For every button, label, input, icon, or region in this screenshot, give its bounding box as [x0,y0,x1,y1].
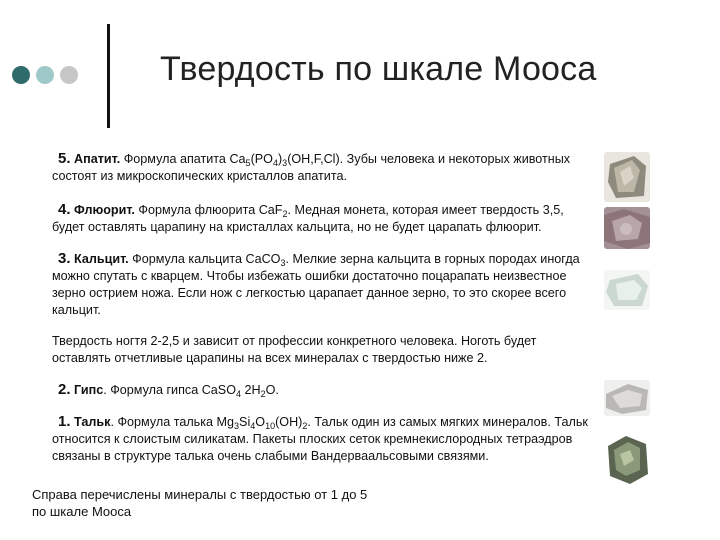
mineral-number: 3. [58,250,71,267]
slide-title: Твердость по шкале Мооса [160,50,597,88]
footer-note: Справа перечислены минералы с твердостью от 1 до 5 по шкале Мооса [32,487,368,519]
dot-light [60,66,78,84]
mineral-number: 1. [58,413,71,430]
talc-image [604,432,650,486]
mineral-name: Гипс [74,383,104,397]
mineral-name: Кальцит. [74,252,129,266]
mineral-fluorite: 4. Флюорит. Формула флюорита CaF$_2$. Медная монета, которая имеет твердость 3,5, будет оставлять царапину на кристаллах кальцита, но не будет царапать флюорит. [52,201,564,234]
mineral-number: 5. [58,150,71,167]
mineral-gypsum: 2. Гипс. Формула гипса CaSO$_4$ $2H_2O$. [58,381,279,399]
mineral-number: 2. [58,381,71,398]
mineral-name: Тальк [74,415,111,429]
gypsum-image [604,380,650,416]
apatite-image [604,152,650,202]
mineral-descriptions [52,150,598,479]
mineral-name: Апатит. [74,152,121,166]
dot-mid [36,66,54,84]
mineral-number: 4. [58,201,71,218]
decorative-dots [12,66,78,84]
mineral-talc: 1. Тальк. Формула талька $Mg_3Si_4O_{10}(OH)_2$. Тальк один из самых мягких минералов. Тальк относится к слоистым силикатам. Пакеты плоских сеток кремнекислородных тетраэдров связаны в структуре талька очень слабыми Вандерваальсовыми связями. [52,413,588,463]
mineral-apatite: 5. Апатит. Формула апатита $Ca_5(PO_4)_3(OH,F,Cl)$. Зубы человека и некоторых животных состоят из микроскопических кристаллов апатита. [52,150,571,183]
mineral-name: Флюорит. [74,203,135,217]
fingernail-note: Твердость ногтя 2-2,5 и зависит от профессии конкретного человека. Ноготь будет оставлять отчетливые царапины на всех минералах с твердостью ниже 2. [52,334,537,365]
mineral-calcite: 3. Кальцит. Формула кальцита CaCO$_3$. Мелкие зерна кальцита в горных породах иногда можно спутать с кварцем. Чтобы избежать ошибки достаточно поцарапать неизвестное зерно острием ножа. Если нож с легкостью царапает данное зерно, то это скорее всего кальцит. [52,250,580,317]
title-divider [107,24,110,128]
dot-dark [12,66,30,84]
calcite-image [604,270,650,310]
fluorite-image [604,207,650,249]
